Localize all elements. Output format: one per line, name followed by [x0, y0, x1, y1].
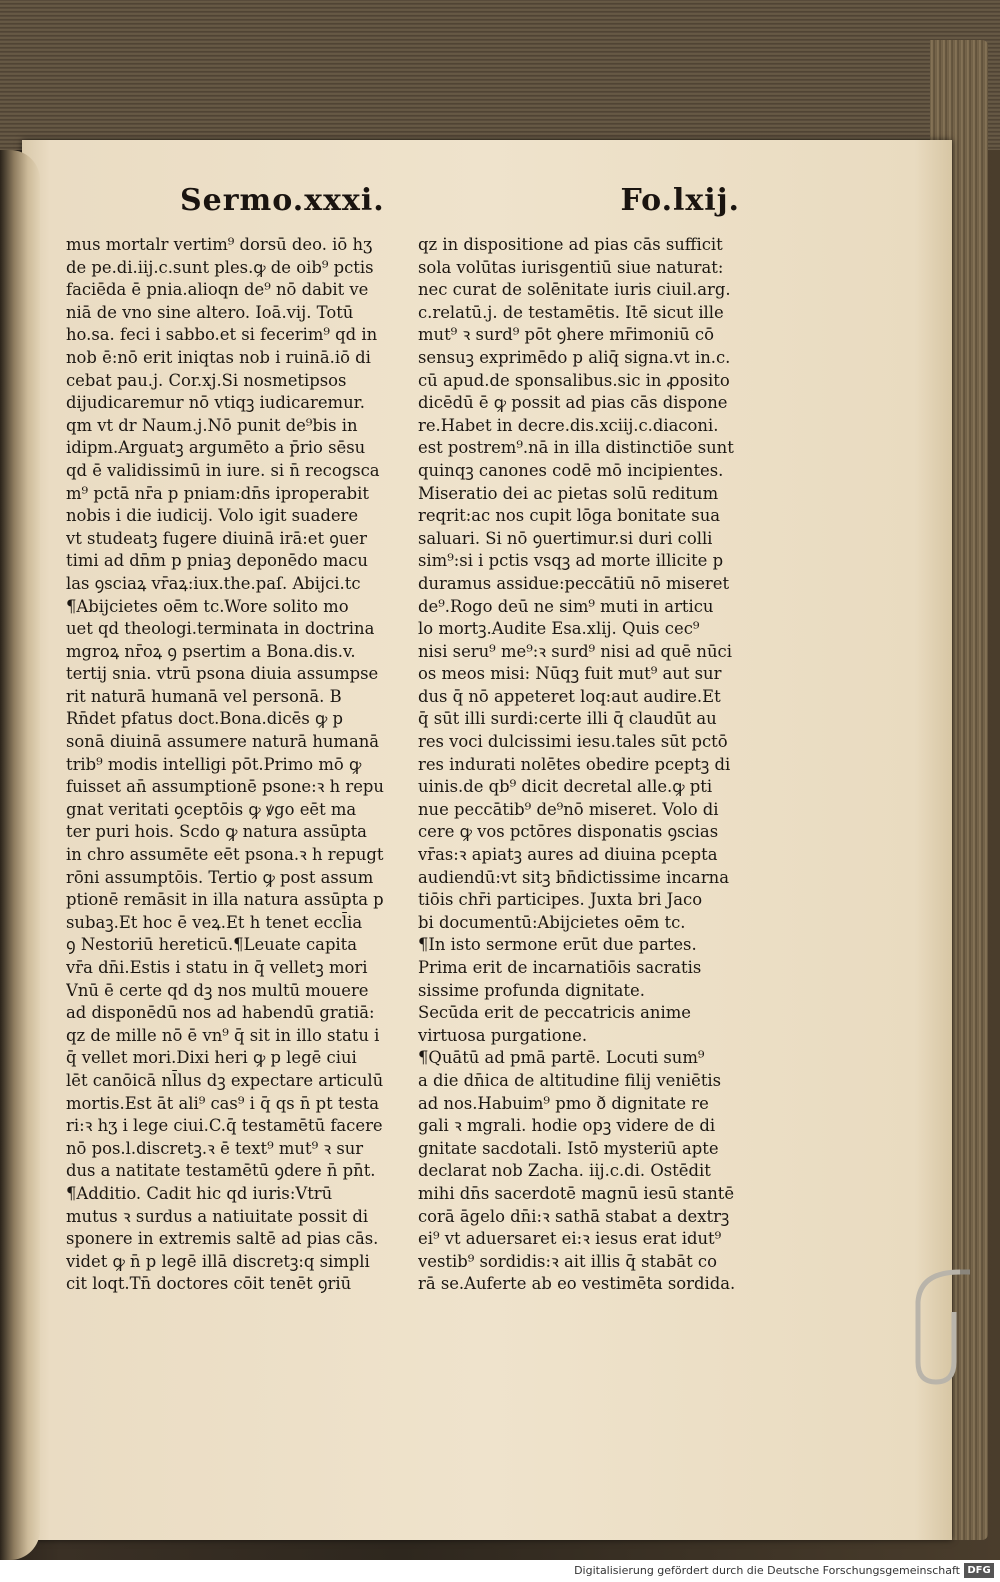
text-line: ¶In isto sermone erūt due partes.: [418, 935, 697, 955]
text-line: videt ꝙ n̄ p legē illā discretꝫ:q simpli: [66, 1251, 370, 1271]
text-line: sponere in extremis saltē ad pias cās.: [66, 1229, 379, 1249]
text-line: q̄ vellet mori.Dixi heri ꝙ p legē ciui: [66, 1048, 357, 1068]
text-line: lo mortꝫ.Audite Esa.xlij. Quis cec⁹: [418, 619, 700, 639]
text-line: de pe.di.iij.c.sunt ples.ꝙ de oib⁹ pctis: [66, 257, 374, 277]
right-text-column: [418, 234, 763, 1296]
text-line: vr̄as:ꝛ apiatꝫ aures ad diuina pcepta: [418, 845, 718, 865]
text-line: cū apud.de sponsalibus.sic in ꝓposito: [418, 370, 730, 390]
text-line: ¶Additio. Cadit hic qd iuris:Vtrū: [66, 1183, 333, 1203]
text-line: os meos misi: Nūqꝫ fuit mut⁹ aut sur: [418, 664, 722, 684]
text-line: dicēdū ē ꝙ possit ad pias cās dispone: [418, 393, 728, 413]
text-line: nobis i die iudicij. Volo igit suadere: [66, 506, 359, 526]
text-line: a die dn̄ica de altitudine filij veniētis: [418, 1070, 722, 1090]
text-line: in chro assumēte eēt psona.ꝛ h repugt: [66, 845, 384, 865]
text-line: ¶Abijcietes oēm tc.Wore solito mo: [66, 596, 349, 616]
text-line: dus q̄ nō appeteret loq:aut audire.Et: [418, 686, 721, 706]
text-line: Secūda erit de peccatricis anime: [418, 1003, 691, 1023]
text-line: sensuꝫ exprimēdo p aliq̄ signa.vt in.c.: [418, 347, 731, 367]
text-line: uinis.de qb⁹ dicit decretal alle.ꝙ pti: [418, 777, 713, 797]
text-line: Miseratio dei ac pietas solū reditum: [418, 483, 719, 503]
text-line: lēt canōicā nl̄lus dꝫ expectare articulū: [66, 1070, 384, 1090]
text-line: timi ad dn̄m p pniaꝫ deponēdo macu: [66, 551, 368, 571]
text-line: vt studeatꝫ fugere diuinā irā:et ꝯuer: [66, 528, 367, 548]
text-line: nob ē:nō erit iniqtas nob i ruinā.iō di: [66, 347, 371, 367]
text-line: de⁹.Rogo deū ne sim⁹ muti in articu: [418, 596, 714, 616]
text-line: ri:ꝛ hʒ i lege ciui.C.q̄ testamētū facere: [66, 1116, 383, 1136]
text-line: tiōis chr̄i participes. Juxta bri Jaco: [418, 890, 703, 910]
left-text-column: [66, 234, 406, 1296]
text-line: gnitate sacdotali. Istō mysteriū apte: [418, 1138, 719, 1158]
text-line: ꝯ Nestoriū hereticū.¶Leuate capita: [66, 935, 358, 955]
footer-bar: [0, 1560, 1000, 1582]
text-line: uet qd theologi.terminata in doctrina: [66, 619, 375, 639]
text-line: res voci dulcissimi iesu.tales sūt pctō: [418, 732, 728, 752]
text-line: m⁹ pctā nr̄a p pniam:dn̄s iproperabit: [66, 483, 369, 503]
text-line: rōni assumptōis. Tertio ꝙ post assum: [66, 867, 374, 887]
text-line: ho.sa. feci i sabbo.et si fecerim⁹ qd in: [66, 325, 378, 345]
text-line: tertij snia. vtrū psona diuia assumpse: [66, 664, 379, 684]
text-line: cere ꝙ vos pctōres disponatis ꝯscias: [418, 822, 719, 842]
text-line: rit naturā humanā vel personā. B: [66, 686, 342, 706]
text-line: duramus assidue:peccātiū nō miseret: [418, 573, 730, 593]
text-line: las ꝯsciaꝝ vr̄aꝝ:iux.the.paſ. Abijci.tc: [66, 573, 361, 593]
text-line: ad nos.Habuim⁹ pmo ð dignitate re: [418, 1093, 709, 1113]
facing-page-curl: [0, 150, 40, 1560]
text-line: Prima erit de incarnatiōis sacratis: [418, 958, 702, 977]
text-line: sonā diuinā assumere naturā humanā: [66, 732, 380, 752]
text-line: cit loqt.Tn̄ doctores cōit tenēt ꝯriū: [66, 1274, 352, 1294]
text-line: trib⁹ modis intelligi pōt.Primo mō ꝙ: [66, 754, 362, 774]
dfg-logo: DFG: [964, 1563, 994, 1578]
text-line: qd ē validissimū in iure. si n̄ recogsca: [66, 460, 380, 480]
text-line: dijudicaremur nō vtiqꝫ iudicaremur.: [66, 393, 365, 413]
text-line: corā āgelo dn̄i:ꝛ sathā stabat a dextrꝫ: [418, 1206, 730, 1226]
text-line: gnat veritati ꝯceptōis ꝙ ꝟgo eēt ma: [66, 799, 357, 819]
text-line: virtuosa purgatione.: [418, 1025, 588, 1045]
text-line: ei⁹ vt aduersaret ei:ꝛ iesus erat idut⁹: [418, 1229, 722, 1249]
text-line: qz de mille nō ē vn⁹ q̄ sit in illo statu i: [66, 1025, 380, 1045]
text-line: idipm.Arguatꝫ argumēto a p̄rio sēsu: [66, 438, 366, 458]
text-line: bi documentū:Abijcietes oēm tc.: [418, 912, 686, 932]
footer-credit: Digitalisierung gefördert durch die Deutsche Forschungsgemeinschaft: [574, 1564, 960, 1577]
text-line: mihi dn̄s sacerdotē magnū iesū stantē: [418, 1183, 735, 1203]
text-line: qm vt dr Naum.j.Nō punit de⁹bis in: [66, 415, 358, 435]
text-line: ptionē remāsit in illa natura assūpta p: [66, 890, 384, 910]
text-line: saluari. Si nō ꝯuertimur.si duri colli: [418, 528, 713, 548]
text-line: Vnū ē certe qd dꝫ nos multū mouere: [66, 980, 369, 1000]
text-line: fuisset an̄ assumptionē psone:ꝛ h repu: [66, 777, 384, 797]
text-line: nisi seru⁹ me⁹:ꝛ surd⁹ nisi ad quē nūci: [418, 641, 732, 661]
text-line: ad disponēdū nos ad habendū gratiā:: [66, 1003, 375, 1023]
text-line: nue peccātib⁹ de⁹nō miseret. Volo di: [418, 799, 719, 819]
text-line: rā se.Auferte ab eo vestimēta sordida.: [418, 1274, 736, 1294]
text-line: ter puri hois. Scdo ꝙ natura assūpta: [66, 822, 367, 842]
text-line: mortis.Est āt ali⁹ cas⁹ i q̄ qs n̄ pt testa: [66, 1093, 379, 1113]
text-line: vr̄a dn̄i.Estis i statu in q̄ velletꝫ mori: [66, 958, 368, 977]
text-line: niā de vno sine altero. Ioā.vij. Totū: [66, 302, 354, 322]
text-line: mus mortalr vertim⁹ dorsū deo. iō hʒ: [66, 235, 373, 254]
text-line: vestib⁹ sordidis:ꝛ ait illis q̄ stabāt co: [418, 1251, 717, 1271]
text-line: mut⁹ ꝛ surd⁹ pōt ꝯhere mr̄imoniū cō: [418, 325, 714, 345]
text-line: subaꝫ.Et hoc ē veꝝ.Et h tenet eccl̄ia: [66, 912, 363, 932]
running-head-right: Fo.lxij.: [620, 183, 740, 218]
text-line: quinqꝫ canones codē mō incipientes.: [418, 460, 724, 480]
text-line: faciēda ē pnia.alioqn de⁹ nō dabit ve: [66, 280, 369, 300]
text-line: nō pos.l.discretꝫ.ꝛ ē text⁹ mut⁹ ꝛ sur: [66, 1138, 364, 1158]
text-line: c.relatū.j. de testamētis. Itē sicut ille: [418, 302, 724, 322]
text-line: reqrit:ac nos cupit lōga bonitate sua: [418, 506, 721, 526]
book-top-edge: [0, 0, 1000, 150]
text-line: res indurati nolētes obedire pceptꝫ di: [418, 754, 731, 774]
text-line: sim⁹:si i pctis vsqꝫ ad morte illicite p: [418, 551, 724, 571]
text-line: ¶Quātū ad pmā partē. Locuti sum⁹: [418, 1048, 705, 1068]
text-line: qz in dispositione ad pias cās sufficit: [418, 235, 723, 254]
text-line: q̄ sūt illi surdi:certe illi q̄ claudūt au: [418, 709, 717, 729]
text-line: dus a natitate testamētū ꝯdere n̄ pn̄t.: [66, 1161, 376, 1181]
paper-clip-icon: [900, 1262, 972, 1392]
text-line: audiendū:vt sitꝫ bn̄dictissime incarna: [418, 867, 729, 887]
text-line: est postrem⁹.nā in illa distinctiōe sunt: [418, 438, 734, 458]
text-line: cebat pau.j. Cor.xj.Si nosmetipsos: [66, 370, 347, 390]
running-head: [180, 183, 740, 227]
text-line: declarat nob Zacha. iij.c.di. Ostēdit: [418, 1161, 711, 1181]
text-line: mgroꝝ nr̄oꝝ ꝯ psertim a Bona.dis.v.: [66, 641, 356, 661]
text-line: sissime profunda dignitate.: [418, 980, 645, 1000]
running-head-left: Sermo.xxxi.: [180, 183, 385, 218]
text-line: Rn̄det pfatus doct.Bona.dicēs ꝙ p: [66, 709, 344, 729]
text-line: re.Habet in decre.dis.xciij.c.diaconi.: [418, 415, 719, 435]
text-line: gali ꝛ mgrali. hodie opꝫ videre de di: [418, 1116, 716, 1136]
text-line: mutus ꝛ surdus a natiuitate possit di: [66, 1206, 369, 1226]
text-line: nec curat de solēnitate iuris ciuil.arg.: [418, 280, 731, 300]
text-line: sola volūtas iurisgentiū siue naturat:: [418, 257, 724, 277]
